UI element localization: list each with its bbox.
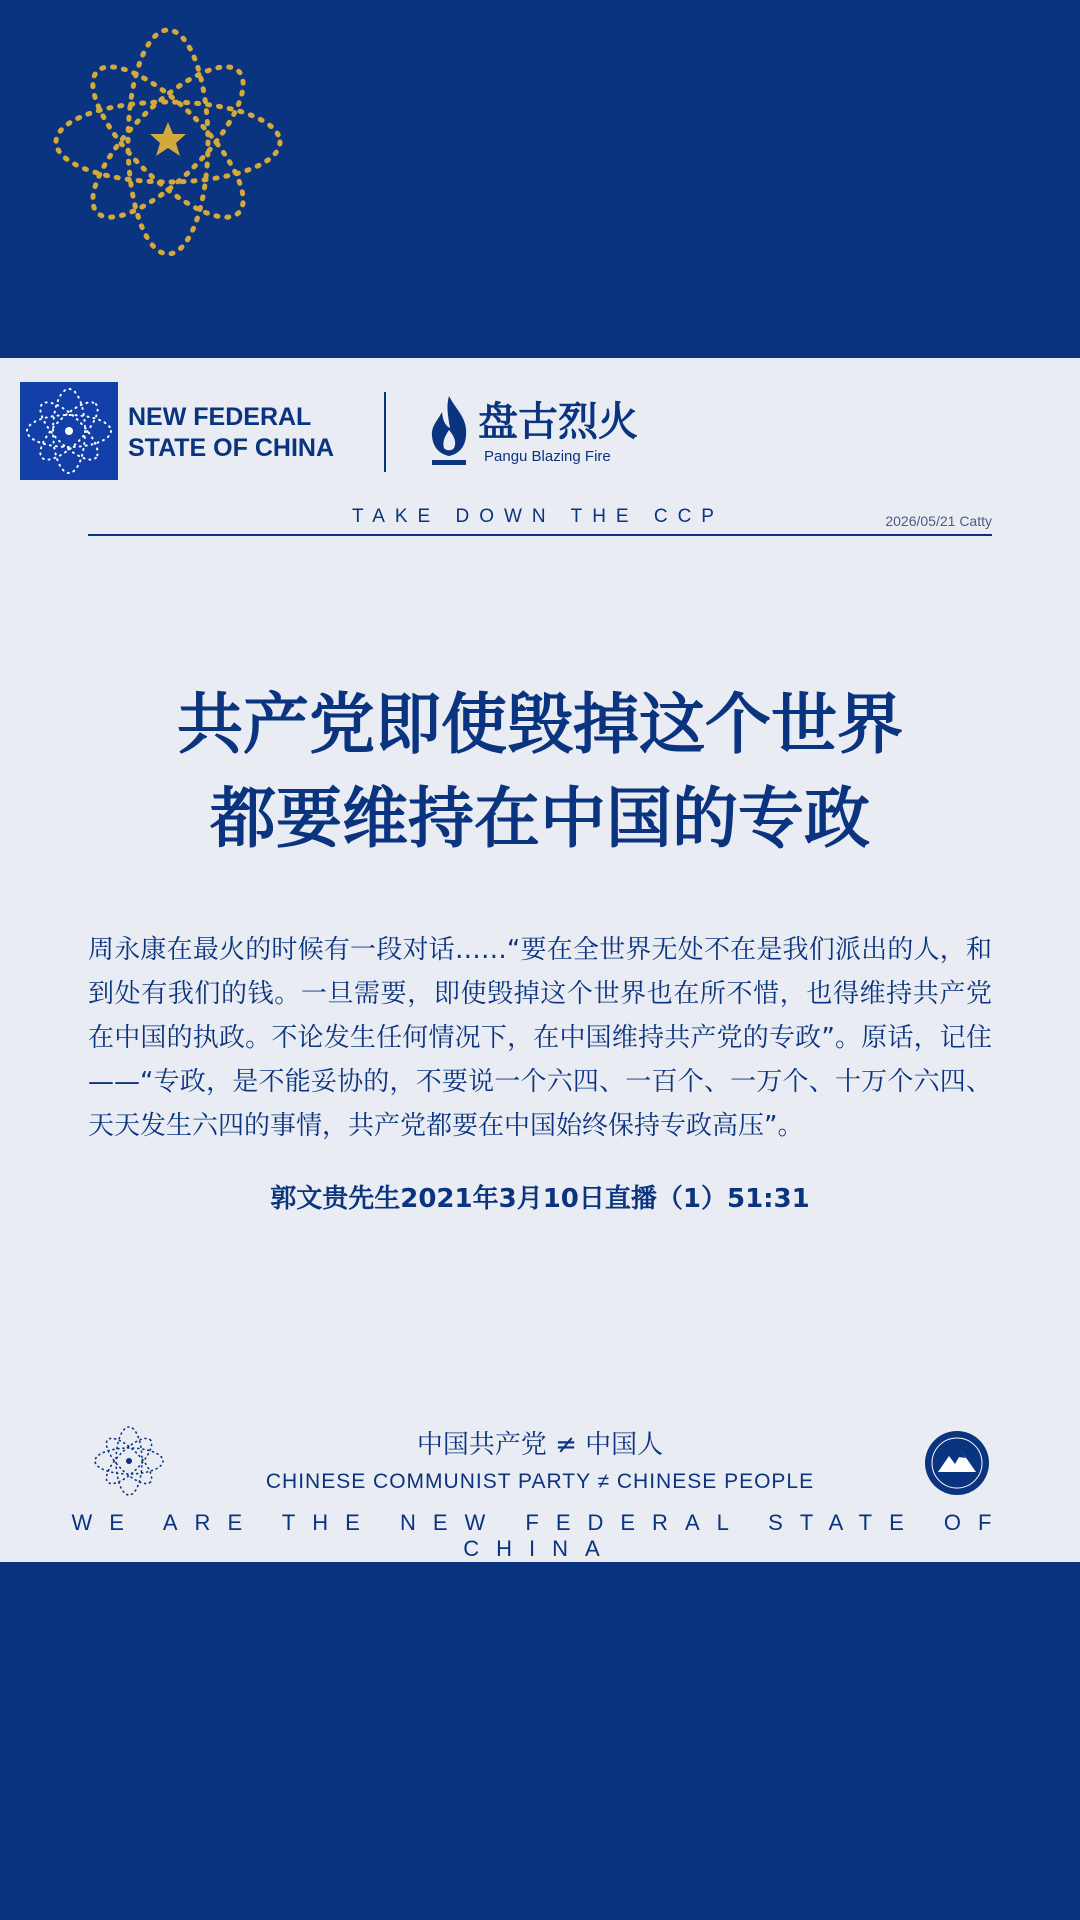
brand-line-1: NEW FEDERAL: [128, 403, 312, 431]
nfsc-orbit-emblem-icon: [90, 1422, 168, 1500]
headline-line-1: 共产党即使毁掉这个世界: [177, 686, 903, 763]
footer-motto: WE ARE THE NEW FEDERAL STATE OF CHINA: [71, 1510, 1009, 1561]
footer-slogan-cn: 中国共产党 ≠ 中国人: [416, 1430, 664, 1460]
headline: [60, 678, 1020, 866]
top-banner: [0, 0, 1080, 358]
headline-line-2: 都要维持在中国的专政: [210, 780, 870, 857]
pangu-brand-en: Pangu Blazing Fire: [484, 448, 611, 465]
header-rule: [88, 534, 992, 536]
brand-divider: [384, 392, 386, 472]
brand-name: [128, 402, 334, 464]
content-card: [0, 358, 1080, 1562]
date-author: 2026/05/21 Catty: [885, 513, 992, 529]
quote-body: 周永康在最火的时候有一段对话……“要在全世界无处不在是我们派出的人，和到处有我们的钱。一旦需要，即使毁掉这个世界也在所不惜，也得维持共产党在中国的执政。不论发生任何情况下，在中国维持共产党的专政”。原话，记住——“专政，是不能妥协的，不要说一个六四、一百个、一万个、十万个六四、天天发生六四的事情，共产党都要在中国始终保持专政高压”。: [88, 935, 992, 1141]
nfsc-star-orbit-emblem-icon: [48, 22, 288, 262]
bottom-banner: [0, 1562, 1080, 1920]
himalaya-seal-icon: [924, 1430, 990, 1496]
tagline: TAKE DOWN THE CCP: [352, 506, 724, 527]
footer-slogan-en: CHINESE COMMUNIST PARTY ≠ CHINESE PEOPLE: [265, 1470, 815, 1493]
flame-logo-icon: [424, 392, 474, 472]
nfsc-logo-icon: [20, 382, 118, 480]
brand-line-2: STATE OF CHINA: [128, 434, 335, 462]
pangu-brand-cn: 盘古烈火: [478, 398, 638, 445]
quote-source: 郭文贵先生2021年3月10日直播（1）51:31: [270, 1184, 810, 1214]
